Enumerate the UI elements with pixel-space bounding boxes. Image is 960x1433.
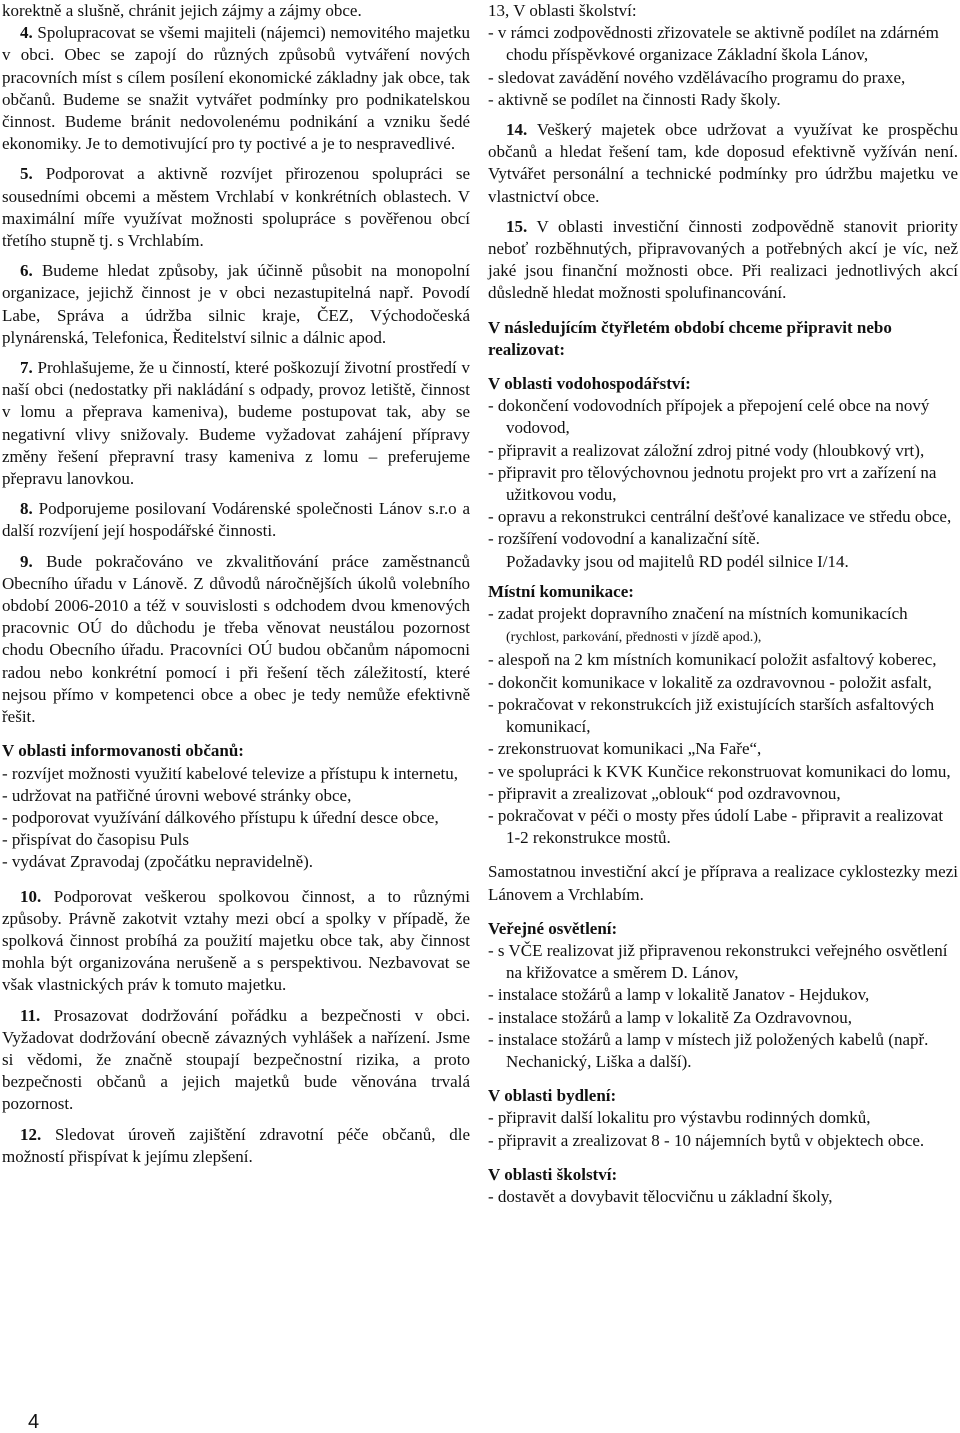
paragraph-number: 9.	[20, 551, 33, 571]
paragraph-text: Sledovat úroveň zajištění zdravotní péče občanů, dle možností přispívat k jejímu zlepšení.	[2, 1124, 471, 1166]
intro-text: korektně a slušně, chránit jejich zájmy a zájmy obce.	[2, 1, 362, 20]
water-heading: V oblasti vodohospodářství:	[488, 374, 691, 394]
paragraph-number: 14.	[506, 120, 528, 140]
housing-item: - připravit a zrealizovat 8 - 10 nájemních bytů v objektech obce.	[488, 1130, 925, 1150]
paragraph-number: 12.	[20, 1124, 42, 1144]
page-number: 4	[28, 1411, 40, 1433]
info-item: - udržovat na patřičné úrovni webové stránky obce,	[2, 785, 352, 805]
paragraph-9	[2, 551, 470, 729]
roads-item-note: (rychlost, parkování, přednosti v jízdě apod.),	[506, 630, 762, 646]
roads-item: - dokončit komunikace v lokalitě za ozdravovnou - položit asfalt,	[488, 672, 932, 692]
housing-heading: V oblasti bydlení:	[488, 1086, 617, 1106]
paragraph-8	[2, 498, 470, 542]
paragraph-15	[488, 216, 958, 305]
paragraph-text: Podporovat a aktivně rozvíjet přirozenou spolupráci se sousedními obcemi a městem Vrchlabí v konkrétních oblastech. V maximální míře využívat možnosti spolupráce s pověřenou obcí třetího stupně tj. s Vrchlabím.	[2, 164, 471, 251]
school-item: - dostavět a dovybavit tělocvičnu u základní školy,	[488, 1186, 833, 1206]
cycle-path-text: Samostatnou investiční akcí je příprava a realizace cyklostezky mezi Lánovem a Vrchlabím.	[488, 862, 958, 904]
paragraph-text: Budeme hledat způsoby, jak účinně působit na monopolní organizace, jejichž činnost je v obci nezastupitelná např. Povodí Labe, Správa a údržba silnic kraje, ČEZ, Východočeská plynárenská, Telefonica, Ředitelství silnic a dálnic apod.	[2, 261, 471, 347]
paragraph-number: 8.	[20, 499, 33, 519]
paragraph-number: 7.	[20, 358, 33, 378]
paragraph-number: 11.	[20, 1005, 41, 1025]
paragraph-6	[2, 260, 470, 349]
paragraph-number: 4.	[20, 23, 33, 43]
school-responsibility-item: - sledovat zavádění nového vzdělávacího programu do praxe,	[488, 67, 906, 87]
school-responsibility-title: 13, V oblasti školství:	[488, 1, 637, 20]
paragraph-4	[2, 22, 470, 155]
paragraph-number: 15.	[506, 216, 528, 236]
lighting-item: - s VČE realizovat již připravenou rekonstrukci veřejného osvětlení na křižovatce a směrem D. Lánov,	[488, 940, 948, 983]
paragraph-text: Podporujeme posilovaní Vodárenské společnosti Lánov s.r.o a další rozvíjení její hospodářské činnosti.	[2, 499, 471, 541]
lighting-item: - instalace stožárů a lamp v lokalitě Za Ozdravovnou,	[488, 1007, 852, 1027]
school-responsibility-item: - v rámci zodpovědnosti zřizovatele se aktivně podílet na zdárném chodu příspěvkové organizace Základní škola Lánov,	[488, 23, 939, 65]
roads-item: - pokračovat v péči o mosty přes údolí Labe - připravit a realizovat 1-2 rekonstrukce mostů.	[488, 805, 944, 848]
water-item: - připravit pro tělovýchovnou jednotu projekt pro vrt a zařízení na užitkovou vodu,	[488, 462, 937, 505]
lighting-item: - instalace stožárů a lamp v místech již položených kabelů (např. Nechanický, Liška a další).	[488, 1029, 929, 1071]
info-item: - přispívat do časopisu Puls	[2, 830, 189, 850]
water-item: - dokončení vodovodních přípojek a přepojení celé obce na nový vodovod,	[488, 396, 930, 438]
info-item: - vydávat Zpravodaj (zpočátku nepravidelně).	[2, 852, 314, 872]
paragraph-text: Prohlašujeme, že u činností, které poškozují životní prostředí v naší obci (nedostatky při nakládání s odpady, provoz letiště, činnost v lomu a přeprava kameniva), budeme postupovat tak, aby se negativní vlivy snižovaly. Budeme vyžadovat zahájení přípravy změny řešení přepravní trasy kameniva z lomu – preferujeme přepravu lanovkou.	[2, 358, 471, 489]
roads-item-text: - zadat projekt dopravního značení na místních komunikacích	[488, 604, 908, 624]
paragraph-12	[2, 1124, 470, 1168]
info-heading: V oblasti informovanosti občanů:	[2, 741, 244, 761]
paragraph-text: Bude pokračováno ve zkvalitňování práce zaměstnanců Obecního úřadu v Lánově. Z důvodů náročnějších úkolů volebního období 2006-2010 a též v souvislosti s odchodem dvou kmenových pracovnic OÚ do důchodu je třeba věnovat neustálou pozornost chodu Obecního úřadu. Pracovníci OÚ budou občanům nápomocni radou nebo konkrétní pomocí i při řešení těch záležitostí, které nejsou přímo v kompetenci obce a obec je tedy nemůže efektivně řešit.	[2, 551, 471, 727]
paragraph-number: 6.	[20, 261, 33, 281]
paragraph-5	[2, 163, 470, 252]
water-item: - rozšíření vodovodní a kanalizační sítě.	[488, 529, 760, 549]
roads-item	[488, 603, 958, 649]
paragraph-text: Veškerý majetek obce udržovat a využívat ke prospěchu občanů a hledat řešení tam, kde doposud efektivně vyžíván není. Vytvářet personální a technické podmínky pro údržbu majetku ve vlastnictví obce.	[488, 120, 958, 206]
left-column	[2, 0, 470, 1168]
info-item: - rozvíjet možnosti využití kabelové televize a přístupu k internetu,	[2, 763, 459, 783]
right-column	[488, 0, 958, 1208]
roads-item: - pokračovat v rekonstrukcích již existujících starších asfaltových komunikací,	[488, 694, 935, 737]
school-heading: V oblasti školství:	[488, 1164, 618, 1184]
roads-item: - ve spolupráci k KVK Kunčice rekonstruovat komunikaci do lomu,	[488, 761, 951, 781]
paragraph-number: 5.	[20, 164, 33, 184]
water-item: - připravit a realizovat záložní zdroj pitné vody (hloubkový vrt),	[488, 440, 925, 460]
paragraph-text: V oblasti investiční činnosti zodpovědně stanovit priority neboť rozběhnutých, připravovaných a potřebných akcí je víc, než jaké jsou finanční možnosti obce. Při realizaci jednotlivých akcí důsledně hledat možnosti spolufinancování.	[488, 216, 958, 303]
paragraph-14	[488, 119, 958, 208]
info-item: - podporovat využívání dálkového přístupu k úřední desce obce,	[2, 807, 439, 827]
paragraph-text: Prosazovat dodržování pořádku a bezpečnosti v obci. Vyžadovat dodržování obecně závazných vyhlášek a nařízení. Jsme si vědomi, že značně stoupají bezpečnostní rizika, a proto bezpečnosti občanů a jejich majetků bude věnována trvalá pozornost.	[2, 1005, 470, 1114]
paragraph-11	[2, 1005, 470, 1116]
lighting-item: - instalace stožárů a lamp v lokalitě Janatov - Hejdukov,	[488, 985, 870, 1005]
water-item: - opravu a rekonstrukci centrální dešťové kanalizace ve středu obce,	[488, 507, 952, 527]
school-responsibility-item: - aktivně se podílet na činnosti Rady školy.	[488, 89, 781, 109]
plan-heading: V následujícím čtyřletém období chceme připravit nebo realizovat:	[488, 317, 892, 359]
roads-item: - připravit a zrealizovat „oblouk“ pod ozdravovnou,	[488, 783, 841, 803]
lighting-heading: Veřejné osvětlení:	[488, 918, 618, 938]
roads-item: - alespoň na 2 km místních komunikací položit asfaltový koberec,	[488, 650, 937, 670]
roads-heading: Místní komunikace:	[488, 581, 634, 601]
paragraph-text: Podporovat veškerou spolkovou činnost, a to různými způsoby. Právně zakotvit vztahy mezi obcí a spolky v případě, že spolková činnost probíhá za použití majetku obce tak, aby činnost mohla být organizována nerušeně a s perspektivou. Nezbavovat se však vlastnických práv k tomuto majetku.	[2, 886, 470, 995]
paragraph-text: Spolupracovat se všemi majiteli (nájemci) nemovitého majetku v obci. Obec se zapojí do různých způsobů vytváření nových pracovních míst s cílem posílení ekonomické základny jak obce, tak občanů. Budeme se snažit vytvářet podmínky pro podnikatelskou činnost. Budeme bránit nedovolenému podnikání a vzniku šedé ekonomiky. Je to demotivující pro ty poctivé a je to nespravedlivé.	[2, 23, 471, 154]
paragraph-7	[2, 357, 470, 490]
water-note: Požadavky jsou od majitelů RD podél silnice I/14.	[506, 551, 849, 571]
housing-item: - připravit další lokalitu pro výstavbu rodinných domků,	[488, 1108, 871, 1128]
roads-item: - zrekonstruovat komunikaci „Na Faře“,	[488, 739, 762, 759]
paragraph-number: 10.	[20, 886, 42, 906]
paragraph-10	[2, 886, 470, 997]
